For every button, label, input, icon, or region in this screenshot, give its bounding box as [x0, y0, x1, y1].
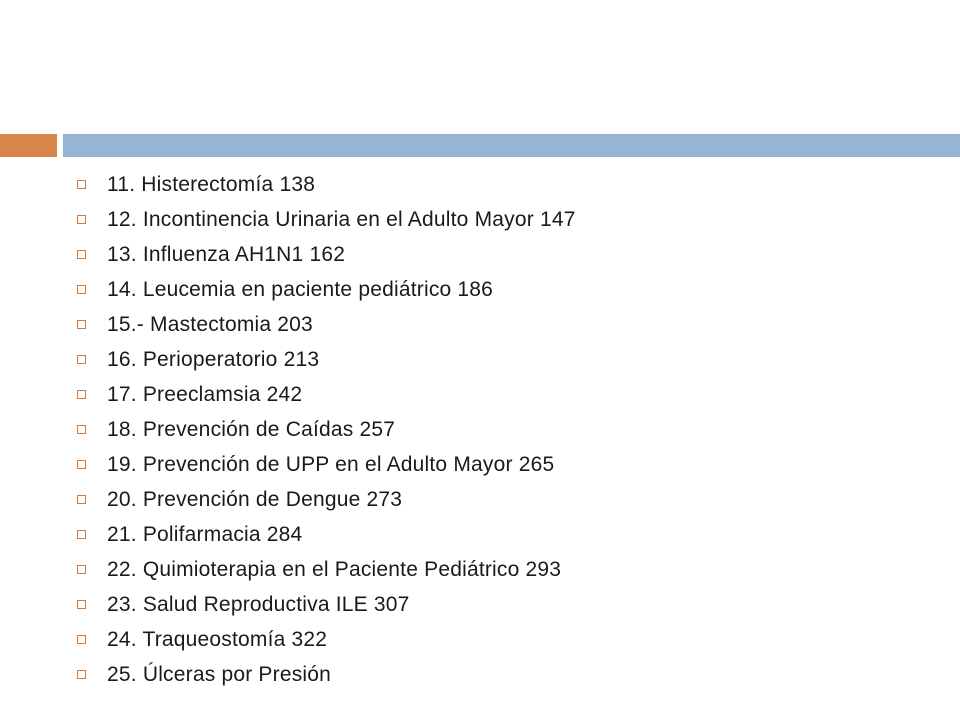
list-item-text: 12. Incontinencia Urinaria en el Adulto Mayor 147 — [107, 207, 576, 231]
list-item — [74, 272, 576, 307]
square-bullet-icon — [77, 390, 86, 399]
square-bullet-icon — [77, 600, 86, 609]
list-item — [74, 657, 576, 692]
list-item-text: 13. Influenza AH1N1 162 — [107, 242, 346, 266]
list-item — [74, 342, 576, 377]
list-item-text: 18. Prevención de Caídas 257 — [107, 417, 396, 441]
square-bullet-icon — [77, 565, 86, 574]
list-item — [74, 482, 576, 517]
list-item — [74, 237, 576, 272]
list-item-text: 19. Prevención de UPP en el Adulto Mayor 265 — [107, 452, 555, 476]
list-item — [74, 622, 576, 657]
square-bullet-icon — [77, 670, 86, 679]
square-bullet-icon — [77, 425, 86, 434]
list-item-text: 24. Traqueostomía 322 — [107, 627, 328, 651]
square-bullet-icon — [77, 530, 86, 539]
square-bullet-icon — [77, 355, 86, 364]
square-bullet-icon — [77, 180, 86, 189]
square-bullet-icon — [77, 635, 86, 644]
header-bar — [63, 134, 960, 157]
list-item — [74, 202, 576, 237]
accent-bar — [0, 134, 57, 157]
list-item — [74, 447, 576, 482]
square-bullet-icon — [77, 460, 86, 469]
list-item-text: 17. Preeclamsia 242 — [107, 382, 303, 406]
bullet-list — [74, 167, 576, 692]
list-item-text: 15.- Mastectomia 203 — [107, 312, 313, 336]
list-item-text: 21. Polifarmacia 284 — [107, 522, 303, 546]
list-item-text: 16. Perioperatorio 213 — [107, 347, 320, 371]
square-bullet-icon — [77, 250, 86, 259]
list-item — [74, 307, 576, 342]
list-item-text: 20. Prevención de Dengue 273 — [107, 487, 403, 511]
list-item — [74, 167, 576, 202]
square-bullet-icon — [77, 495, 86, 504]
list-item — [74, 377, 576, 412]
list-item-text: 14. Leucemia en paciente pediátrico 186 — [107, 277, 494, 301]
list-item — [74, 517, 576, 552]
list-item-text: 25. Úlceras por Presión — [107, 662, 332, 686]
square-bullet-icon — [77, 285, 86, 294]
list-item-text: 23. Salud Reproductiva ILE 307 — [107, 592, 410, 616]
list-item-text: 22. Quimioterapia en el Paciente Pediátrico 293 — [107, 557, 562, 581]
square-bullet-icon — [77, 320, 86, 329]
square-bullet-icon — [77, 215, 86, 224]
list-item — [74, 412, 576, 447]
list-item — [74, 552, 576, 587]
list-item — [74, 587, 576, 622]
list-item-text: 11. Histerectomía 138 — [107, 172, 316, 196]
